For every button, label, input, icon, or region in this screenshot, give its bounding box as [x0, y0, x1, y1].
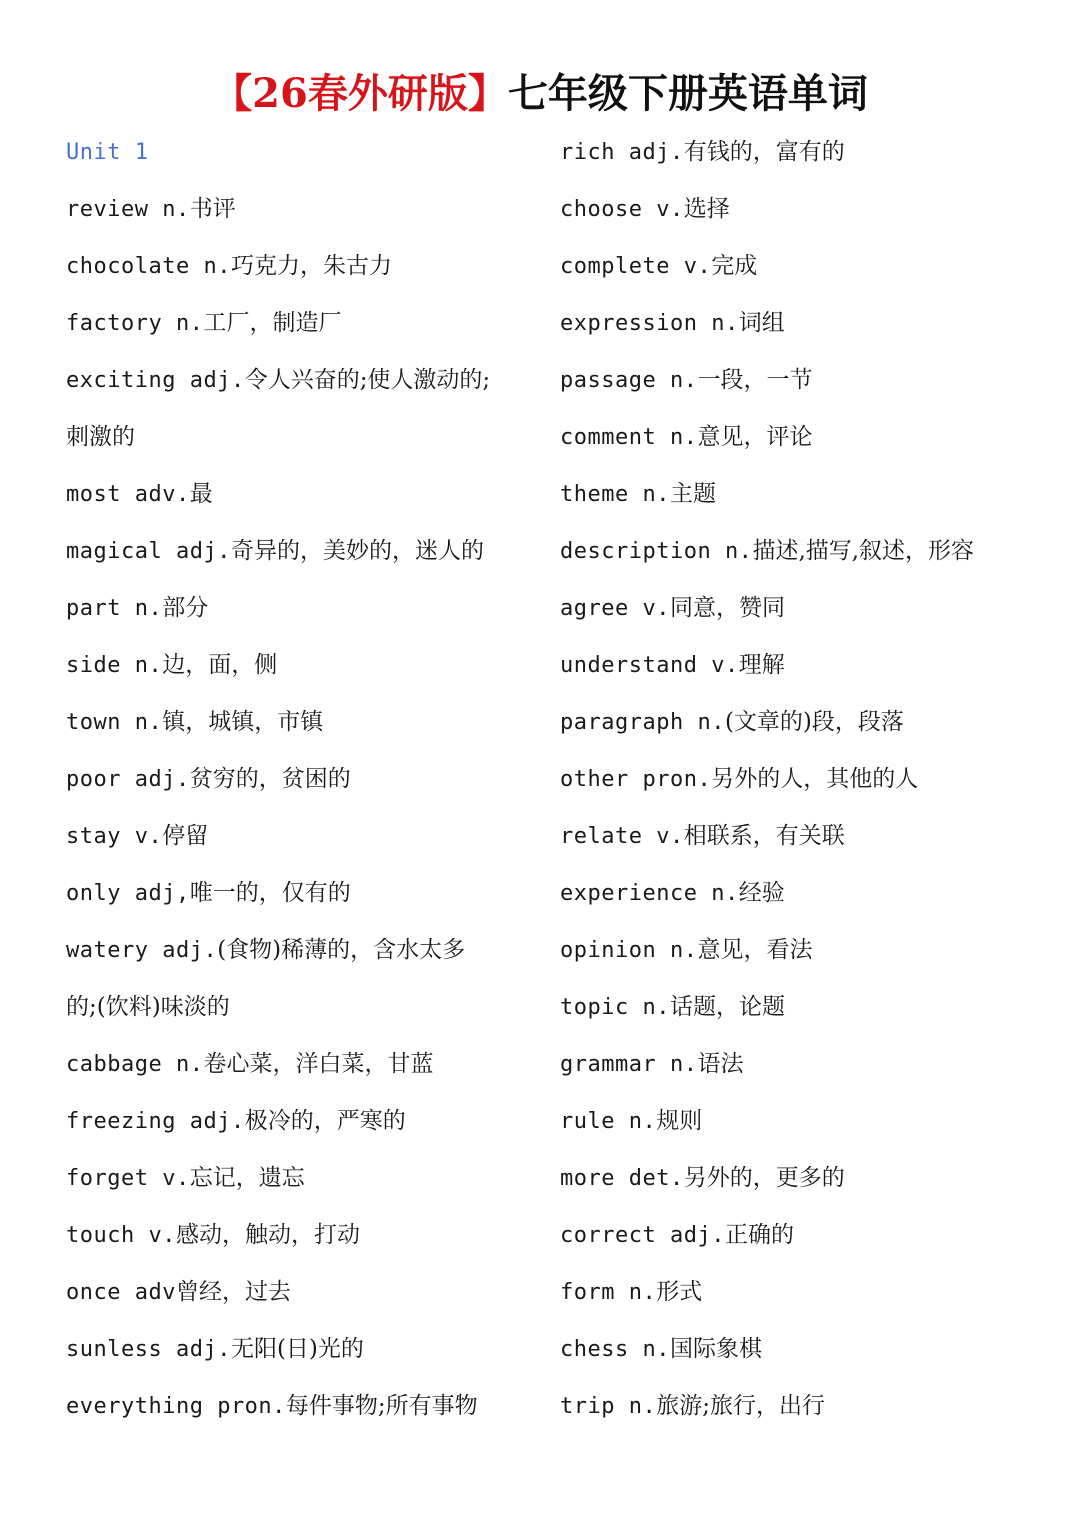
vocab-meaning: 奇异的，美妙的，迷人的 [230, 538, 484, 564]
vocab-meaning: 意见，看法 [697, 937, 813, 963]
vocab-word: touch v. [66, 1223, 176, 1248]
vocab-meaning: 每件事物;所有事物 [285, 1393, 478, 1419]
vocab-entry-continuation [66, 978, 536, 1035]
vocab-word: forget v. [66, 1166, 190, 1191]
vocab-entry [66, 1206, 536, 1263]
vocab-entry [560, 579, 1050, 636]
vocab-entry [66, 1092, 536, 1149]
vocab-entry [66, 1035, 536, 1092]
vocab-word: trip n. [560, 1394, 657, 1419]
vocab-word: relate v. [560, 824, 684, 849]
right-word-column [560, 123, 1050, 1434]
vocab-meaning: 主题 [669, 481, 716, 507]
vocab-meaning: 贫穷的，贫困的 [189, 766, 351, 792]
vocab-entry [66, 579, 536, 636]
vocab-meaning: 巧克力，朱古力 [230, 253, 392, 279]
vocab-word: everything pron. [66, 1394, 286, 1419]
vocab-meaning: 旅游;旅行，出行 [656, 1393, 825, 1419]
vocab-entry-continuation [66, 408, 536, 465]
vocab-entry [560, 1263, 1050, 1320]
vocab-entry [560, 693, 1050, 750]
vocab-entry [560, 1149, 1050, 1206]
vocab-meaning: 完成 [711, 253, 758, 279]
vocab-entry [560, 750, 1050, 807]
vocab-word: factory n. [66, 311, 204, 336]
vocab-entry [560, 636, 1050, 693]
vocab-word: cabbage n. [66, 1052, 204, 1077]
vocab-word: expression n. [560, 311, 739, 336]
vocab-meaning: 感动，触动，打动 [175, 1222, 360, 1248]
vocab-meaning: 正确的 [724, 1222, 794, 1248]
vocab-word: watery adj. [66, 938, 218, 963]
vocab-word: choose v. [560, 197, 684, 222]
vocab-word: chess n. [560, 1337, 670, 1362]
vocab-meaning: 语法 [697, 1051, 744, 1077]
vocab-entry [560, 1035, 1050, 1092]
vocab-word: correct adj. [560, 1223, 725, 1248]
vocab-word: stay v. [66, 824, 163, 849]
vocab-word: part n. [66, 596, 163, 621]
vocab-entry [66, 750, 536, 807]
vocab-meaning: 部分 [162, 595, 209, 621]
vocab-word: chocolate n. [66, 254, 231, 279]
vocab-meaning: 意见，评论 [697, 424, 813, 450]
vocab-meaning: 卷心菜，洋白菜，甘蓝 [203, 1051, 434, 1077]
vocab-entry [560, 1377, 1050, 1434]
title-main: 七年级下册英语单词 [507, 70, 868, 117]
vocab-entry [66, 1377, 536, 1434]
vocab-entry [560, 807, 1050, 864]
vocab-entry [560, 237, 1050, 294]
vocab-word: form n. [560, 1280, 657, 1305]
vocab-word: rich adj. [560, 140, 684, 165]
vocab-meaning: 书评 [189, 196, 236, 222]
vocab-meaning: 令人兴奋的;使人激动的; [244, 367, 491, 393]
vocab-word: passage n. [560, 368, 698, 393]
vocab-word: side n. [66, 653, 163, 678]
vocab-meaning: 工厂，制造厂 [203, 310, 342, 336]
vocab-entry [66, 351, 536, 408]
vocab-word: rule n. [560, 1109, 657, 1134]
vocab-word: agree v. [560, 596, 670, 621]
vocab-entry [560, 1092, 1050, 1149]
vocab-meaning: 极冷的，严寒的 [244, 1108, 406, 1134]
vocab-entry [66, 180, 536, 237]
vocab-word: magical adj. [66, 539, 231, 564]
vocab-entry [66, 1263, 536, 1320]
vocab-meaning: 唯一的，仅有的 [189, 880, 351, 906]
vocab-meaning: 刺激的 [66, 424, 135, 450]
vocab-entry [560, 1320, 1050, 1377]
vocab-entry [66, 693, 536, 750]
vocab-meaning: (文章的)段，段落 [724, 709, 904, 735]
left-word-column [66, 123, 536, 1434]
vocab-meaning: 规则 [656, 1108, 703, 1134]
vocab-meaning: 同意，赞同 [669, 595, 785, 621]
vocab-meaning: 一段，一节 [697, 367, 813, 393]
vocab-word: opinion n. [560, 938, 698, 963]
vocab-entry [66, 1320, 536, 1377]
vocab-entry [560, 1206, 1050, 1263]
vocab-meaning: 国际象棋 [669, 1336, 762, 1362]
vocab-word: comment n. [560, 425, 698, 450]
vocab-entry [560, 408, 1050, 465]
unit-heading-row [66, 123, 536, 180]
vocab-entry [66, 237, 536, 294]
vocab-meaning: 镇，城镇，市镇 [162, 709, 324, 735]
vocab-word: grammar n. [560, 1052, 698, 1077]
vocab-meaning: 忘记，遗忘 [189, 1165, 305, 1191]
vocab-entry [66, 636, 536, 693]
vocab-word: topic n. [560, 995, 670, 1020]
vocab-meaning: 另外的，更多的 [683, 1165, 845, 1191]
vocab-word: paragraph n. [560, 710, 725, 735]
vocab-meaning: 停留 [162, 823, 209, 849]
vocab-meaning: (食物)稀薄的，含水太多 [217, 937, 466, 963]
vocab-meaning: 曾经，过去 [175, 1279, 291, 1305]
vocab-entry [560, 294, 1050, 351]
vocab-entry [66, 522, 536, 579]
vocab-word: freezing adj. [66, 1109, 245, 1134]
title-highlight: 【26春外研版】 [212, 70, 508, 117]
vocab-meaning: 经验 [738, 880, 785, 906]
vocab-entry [560, 351, 1050, 408]
vocab-word: understand v. [560, 653, 739, 678]
vocab-word: only adj, [66, 881, 190, 906]
vocab-entry [560, 180, 1050, 237]
vocab-entry [66, 864, 536, 921]
vocab-entry [560, 978, 1050, 1035]
vocab-entry [66, 807, 536, 864]
unit-heading: Unit 1 [66, 140, 149, 165]
vocab-meaning: 词组 [738, 310, 785, 336]
vocab-meaning: 描述,描写,叙述，形容 [752, 538, 975, 564]
vocab-meaning: 最 [189, 481, 213, 507]
vocab-word: more det. [560, 1166, 684, 1191]
vocab-meaning: 的;(饮料)味淡的 [66, 994, 230, 1020]
vocab-word: most adv. [66, 482, 190, 507]
vocab-entry [66, 465, 536, 522]
vocab-entry [66, 921, 536, 978]
vocab-meaning: 边，面，侧 [162, 652, 278, 678]
vocab-word: poor adj. [66, 767, 190, 792]
vocab-word: exciting adj. [66, 368, 245, 393]
vocab-meaning: 相联系，有关联 [683, 823, 845, 849]
vocab-word: once adv [66, 1280, 176, 1305]
vocab-entry [560, 465, 1050, 522]
vocab-entry [66, 1149, 536, 1206]
vocab-entry [560, 522, 1050, 579]
vocab-meaning: 形式 [656, 1279, 703, 1305]
vocab-word: description n. [560, 539, 753, 564]
vocab-word: theme n. [560, 482, 670, 507]
vocab-word: complete v. [560, 254, 712, 279]
vocab-word: sunless adj. [66, 1337, 231, 1362]
vocab-meaning: 另外的人，其他的人 [711, 766, 919, 792]
vocab-word: town n. [66, 710, 163, 735]
vocab-word: experience n. [560, 881, 739, 906]
vocab-word: other pron. [560, 767, 712, 792]
vocab-meaning: 无阳(日)光的 [230, 1336, 364, 1362]
vocab-meaning: 话题，论题 [669, 994, 785, 1020]
vocab-entry [560, 921, 1050, 978]
vocab-word: review n. [66, 197, 190, 222]
vocab-entry [560, 123, 1050, 180]
page-title [0, 66, 1080, 122]
vocab-entry [560, 864, 1050, 921]
vocab-meaning: 理解 [738, 652, 785, 678]
vocab-meaning: 有钱的，富有的 [683, 139, 845, 165]
vocab-meaning: 选择 [683, 196, 730, 222]
vocab-entry [66, 294, 536, 351]
